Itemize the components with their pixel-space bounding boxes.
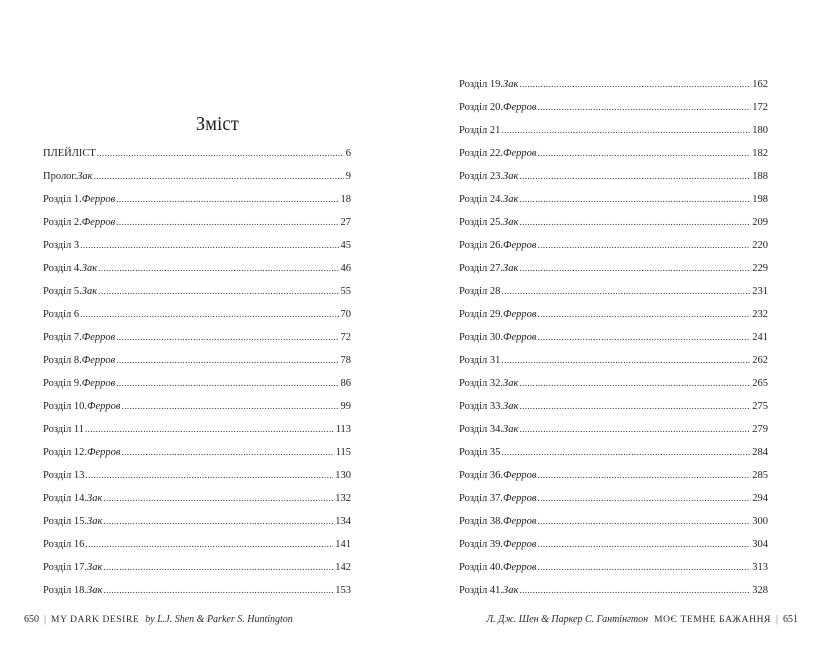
toc-entry-label: Розділ 10. — [43, 401, 88, 412]
toc-entry — [459, 467, 768, 490]
footer-book-title-right: МОЄ ТЕМНЕ БАЖАННЯ — [654, 615, 771, 625]
toc-entry-page: 231 — [752, 286, 768, 297]
toc-entry-label: Розділ 16 — [43, 539, 85, 550]
toc-entry-page: 130 — [335, 470, 351, 481]
toc-entry — [43, 513, 351, 536]
toc-dot-leader — [501, 352, 750, 368]
toc-entry-page: 45 — [340, 240, 351, 251]
toc-entry — [459, 168, 768, 191]
toc-dot-leader — [80, 237, 338, 253]
toc-entry-label: Розділ 17. — [43, 562, 88, 573]
toc-entry-page: 209 — [752, 217, 768, 228]
toc-entry-character: Ферров — [81, 378, 116, 389]
toc-entry — [459, 444, 768, 467]
toc-dot-leader — [519, 260, 750, 276]
toc-entry — [43, 260, 351, 283]
toc-entry — [43, 237, 351, 260]
toc-entry — [459, 421, 768, 444]
toc-entry-page: 132 — [335, 493, 351, 504]
toc-entry — [43, 191, 351, 214]
toc-entry — [43, 559, 351, 582]
toc-entry-page: 182 — [752, 148, 768, 159]
toc-entry — [459, 559, 768, 582]
toc-entry-page: 141 — [335, 539, 351, 550]
toc-entry — [459, 582, 768, 605]
toc-dot-leader — [519, 168, 750, 184]
toc-dot-leader — [103, 513, 333, 529]
toc-dot-leader — [537, 490, 750, 506]
toc-entry — [43, 352, 351, 375]
toc-entry — [459, 191, 768, 214]
toc-entry-page: 99 — [340, 401, 351, 412]
toc-entry-label: Розділ 33. — [459, 401, 504, 412]
toc-entry — [43, 168, 351, 191]
toc-right-column — [459, 76, 768, 605]
toc-entry — [43, 145, 351, 168]
toc-entry-label: Розділ 38. — [459, 516, 504, 527]
footer-authors-left: by L.J. Shen & Parker S. Huntington — [145, 614, 293, 625]
toc-entry-label: Розділ 25. — [459, 217, 504, 228]
toc-entry-label: Розділ 8. — [43, 355, 82, 366]
toc-entry — [43, 421, 351, 444]
toc-entry-page: 142 — [335, 562, 351, 573]
toc-dot-leader — [501, 283, 750, 299]
toc-entry — [459, 283, 768, 306]
toc-entry-page: 55 — [340, 286, 351, 297]
toc-entry-character: Зак — [87, 493, 103, 504]
toc-entry-page: 198 — [752, 194, 768, 205]
toc-dot-leader — [103, 582, 333, 598]
toc-entry-page: 72 — [340, 332, 351, 343]
toc-dot-leader — [116, 191, 338, 207]
toc-dot-leader — [537, 329, 750, 345]
footer-right: Л. Дж. Шен & Паркер С. Гантінгтон МОЄ ТЕМНЕ БАЖАННЯ | 651 — [486, 614, 798, 625]
toc-entry-page: 285 — [752, 470, 768, 481]
toc-dot-leader — [85, 467, 333, 483]
toc-entry-page: 6 — [345, 148, 351, 159]
toc-entry-label: Розділ 41. — [459, 585, 504, 596]
toc-entry-label: Розділ 9. — [43, 378, 82, 389]
toc-entry-character: Зак — [87, 585, 103, 596]
toc-entry-character: Ферров — [81, 194, 116, 205]
toc-entry-page: 275 — [752, 401, 768, 412]
toc-dot-leader — [519, 582, 750, 598]
toc-dot-leader — [103, 490, 333, 506]
toc-entry-character: Зак — [87, 562, 103, 573]
toc-entry — [459, 513, 768, 536]
toc-entry-character: Зак — [81, 286, 98, 297]
toc-entry-page: 304 — [752, 539, 768, 550]
toc-entry — [459, 398, 768, 421]
toc-entry-page: 262 — [752, 355, 768, 366]
toc-entry-page: 113 — [335, 424, 351, 435]
toc-entry — [43, 467, 351, 490]
toc-entry — [43, 283, 351, 306]
toc-entry-page: 27 — [340, 217, 351, 228]
toc-entry-character: Зак — [503, 378, 519, 389]
toc-dot-leader — [121, 398, 338, 414]
toc-entry-label: Розділ 1. — [43, 194, 82, 205]
toc-entry-label: Розділ 3 — [43, 240, 80, 251]
toc-entry-label: Розділ 22. — [459, 148, 504, 159]
toc-entry-page: 232 — [752, 309, 768, 320]
toc-entry — [43, 536, 351, 559]
toc-entry-character: Зак — [503, 263, 519, 274]
toc-entry — [459, 536, 768, 559]
footer-page-number-left: 650 — [24, 614, 39, 625]
toc-entry — [459, 122, 768, 145]
toc-entry-label: Розділ 5. — [43, 286, 82, 297]
toc-entry — [459, 76, 768, 99]
toc-entry-page: 18 — [340, 194, 351, 205]
toc-dot-leader — [80, 306, 338, 322]
footer-authors-right: Л. Дж. Шен & Паркер С. Гантінгтон — [486, 614, 649, 625]
toc-entry-label: Розділ 23. — [459, 171, 504, 182]
toc-entry-character: Зак — [503, 424, 519, 435]
toc-entry-page: 9 — [345, 171, 351, 182]
toc-dot-leader — [501, 444, 750, 460]
toc-dot-leader — [537, 559, 750, 575]
toc-entry-character: Зак — [77, 171, 93, 182]
toc-entry-page: 220 — [752, 240, 768, 251]
toc-dot-leader — [94, 168, 344, 184]
toc-entry-character: Зак — [87, 516, 103, 527]
toc-dot-leader — [98, 260, 338, 276]
toc-entry-page: 153 — [335, 585, 351, 596]
toc-entry-character: Ферров — [503, 309, 537, 320]
toc-entry — [459, 237, 768, 260]
toc-entry-character: Зак — [503, 194, 519, 205]
toc-entry-character: Ферров — [503, 148, 537, 159]
toc-entry-character: Ферров — [503, 516, 537, 527]
toc-entry — [459, 329, 768, 352]
toc-entry-character: Зак — [503, 585, 519, 596]
toc-dot-leader — [116, 352, 338, 368]
toc-entry-character: Зак — [81, 263, 98, 274]
toc-entry-page: 180 — [752, 125, 768, 136]
toc-dot-leader — [519, 76, 750, 92]
toc-dot-leader — [519, 214, 750, 230]
toc-entry-label: Розділ 29. — [459, 309, 504, 320]
toc-entry-label: Розділ 11 — [43, 424, 85, 435]
toc-dot-leader — [519, 191, 750, 207]
toc-dot-leader — [537, 536, 750, 552]
toc-title: Зміст — [195, 113, 239, 135]
toc-entry-page: 294 — [752, 493, 768, 504]
toc-dot-leader — [116, 375, 338, 391]
toc-entry — [459, 352, 768, 375]
toc-entry — [43, 490, 351, 513]
footer-book-title-left: MY DARK DESIRE — [51, 615, 140, 625]
toc-entry-character: Ферров — [503, 562, 537, 573]
footer-left: 650 | MY DARK DESIRE by L.J. Shen & Parker S. Huntington — [24, 614, 293, 625]
toc-dot-leader — [501, 122, 750, 138]
toc-dot-leader — [116, 214, 338, 230]
toc-entry — [459, 145, 768, 168]
toc-entry-character: Зак — [503, 171, 519, 182]
toc-dot-leader — [121, 444, 333, 460]
toc-entry — [459, 260, 768, 283]
toc-entry-character: Ферров — [503, 470, 537, 481]
toc-entry-label: Розділ 37. — [459, 493, 504, 504]
toc-entry — [43, 214, 351, 237]
toc-entry-page: 300 — [752, 516, 768, 527]
toc-entry — [459, 306, 768, 329]
toc-entry-character: Зак — [503, 79, 519, 90]
toc-dot-leader — [519, 398, 750, 414]
toc-entry-label: Розділ 26. — [459, 240, 504, 251]
toc-entry-character: Ферров — [503, 493, 537, 504]
toc-entry-label: Розділ 39. — [459, 539, 504, 550]
toc-entry-character: Зак — [503, 217, 519, 228]
toc-entry-label: Розділ 24. — [459, 194, 504, 205]
toc-entry-label: Розділ 19. — [459, 79, 504, 90]
footer-page-number-right: 651 — [783, 614, 798, 625]
toc-dot-leader — [537, 306, 750, 322]
toc-entry-page: 70 — [340, 309, 351, 320]
toc-entry-page: 162 — [752, 79, 768, 90]
toc-entry-label: Розділ 2. — [43, 217, 82, 228]
toc-entry-label: Розділ 6 — [43, 309, 80, 320]
toc-entry-page: 46 — [340, 263, 351, 274]
toc-entry-label: Розділ 35 — [459, 447, 501, 458]
toc-entry-label: Розділ 20. — [459, 102, 504, 113]
toc-entry-label: Розділ 34. — [459, 424, 504, 435]
toc-entry-label: Розділ 27. — [459, 263, 504, 274]
toc-dot-leader — [537, 145, 750, 161]
toc-entry-page: 313 — [752, 562, 768, 573]
toc-dot-leader — [519, 375, 750, 391]
toc-dot-leader — [97, 145, 344, 161]
toc-left-column — [43, 145, 351, 605]
toc-entry-character: Ферров — [503, 102, 537, 113]
toc-entry-character: Ферров — [503, 240, 537, 251]
toc-entry-page: 172 — [752, 102, 768, 113]
toc-entry-character: Ферров — [87, 447, 121, 458]
toc-entry-page: 265 — [752, 378, 768, 389]
toc-entry-label: Розділ 12. — [43, 447, 88, 458]
toc-dot-leader — [85, 536, 333, 552]
toc-entry-character: Ферров — [87, 401, 121, 412]
toc-entry-label: Розділ 36. — [459, 470, 504, 481]
toc-entry-character: Зак — [503, 401, 519, 412]
toc-entry — [459, 490, 768, 513]
toc-dot-leader — [537, 467, 750, 483]
toc-entry-label: Розділ 30. — [459, 332, 504, 343]
toc-entry-label: Розділ 32. — [459, 378, 504, 389]
toc-entry-label: ПЛЕЙЛІСТ — [43, 148, 96, 159]
toc-entry-page: 284 — [752, 447, 768, 458]
toc-entry — [43, 398, 351, 421]
toc-entry-character: Ферров — [81, 217, 116, 228]
toc-entry-page: 328 — [752, 585, 768, 596]
toc-entry-label: Розділ 14. — [43, 493, 88, 504]
toc-entry — [43, 306, 351, 329]
toc-entry — [43, 329, 351, 352]
toc-entry-page: 78 — [340, 355, 351, 366]
toc-entry-label: Пролог. — [43, 171, 78, 182]
toc-entry-label: Розділ 40. — [459, 562, 504, 573]
toc-entry — [459, 99, 768, 122]
toc-entry — [43, 444, 351, 467]
toc-entry-label: Розділ 7. — [43, 332, 82, 343]
toc-entry-page: 279 — [752, 424, 768, 435]
toc-dot-leader — [85, 421, 334, 437]
toc-entry-label: Розділ 15. — [43, 516, 88, 527]
toc-dot-leader — [103, 559, 333, 575]
toc-dot-leader — [519, 421, 750, 437]
toc-entry — [459, 214, 768, 237]
toc-dot-leader — [537, 237, 750, 253]
toc-entry-character: Ферров — [503, 332, 537, 343]
toc-entry-label: Розділ 13 — [43, 470, 85, 481]
toc-entry-page: 134 — [335, 516, 351, 527]
toc-entry-label: Розділ 4. — [43, 263, 82, 274]
toc-entry — [43, 582, 351, 605]
toc-entry-label: Розділ 28 — [459, 286, 501, 297]
toc-entry-label: Розділ 21 — [459, 125, 501, 136]
toc-entry-page: 241 — [752, 332, 768, 343]
toc-entry-character: Ферров — [81, 332, 116, 343]
toc-entry-character: Ферров — [503, 539, 537, 550]
toc-entry-page: 86 — [340, 378, 351, 389]
toc-entry — [43, 375, 351, 398]
toc-dot-leader — [537, 99, 750, 115]
toc-dot-leader — [537, 513, 750, 529]
toc-entry-page: 115 — [335, 447, 351, 458]
toc-entry-page: 188 — [752, 171, 768, 182]
toc-entry-label: Розділ 31 — [459, 355, 501, 366]
toc-entry — [459, 375, 768, 398]
toc-entry-character: Ферров — [81, 355, 116, 366]
toc-entry-label: Розділ 18. — [43, 585, 88, 596]
toc-dot-leader — [116, 329, 338, 345]
toc-entry-page: 229 — [752, 263, 768, 274]
toc-dot-leader — [98, 283, 338, 299]
